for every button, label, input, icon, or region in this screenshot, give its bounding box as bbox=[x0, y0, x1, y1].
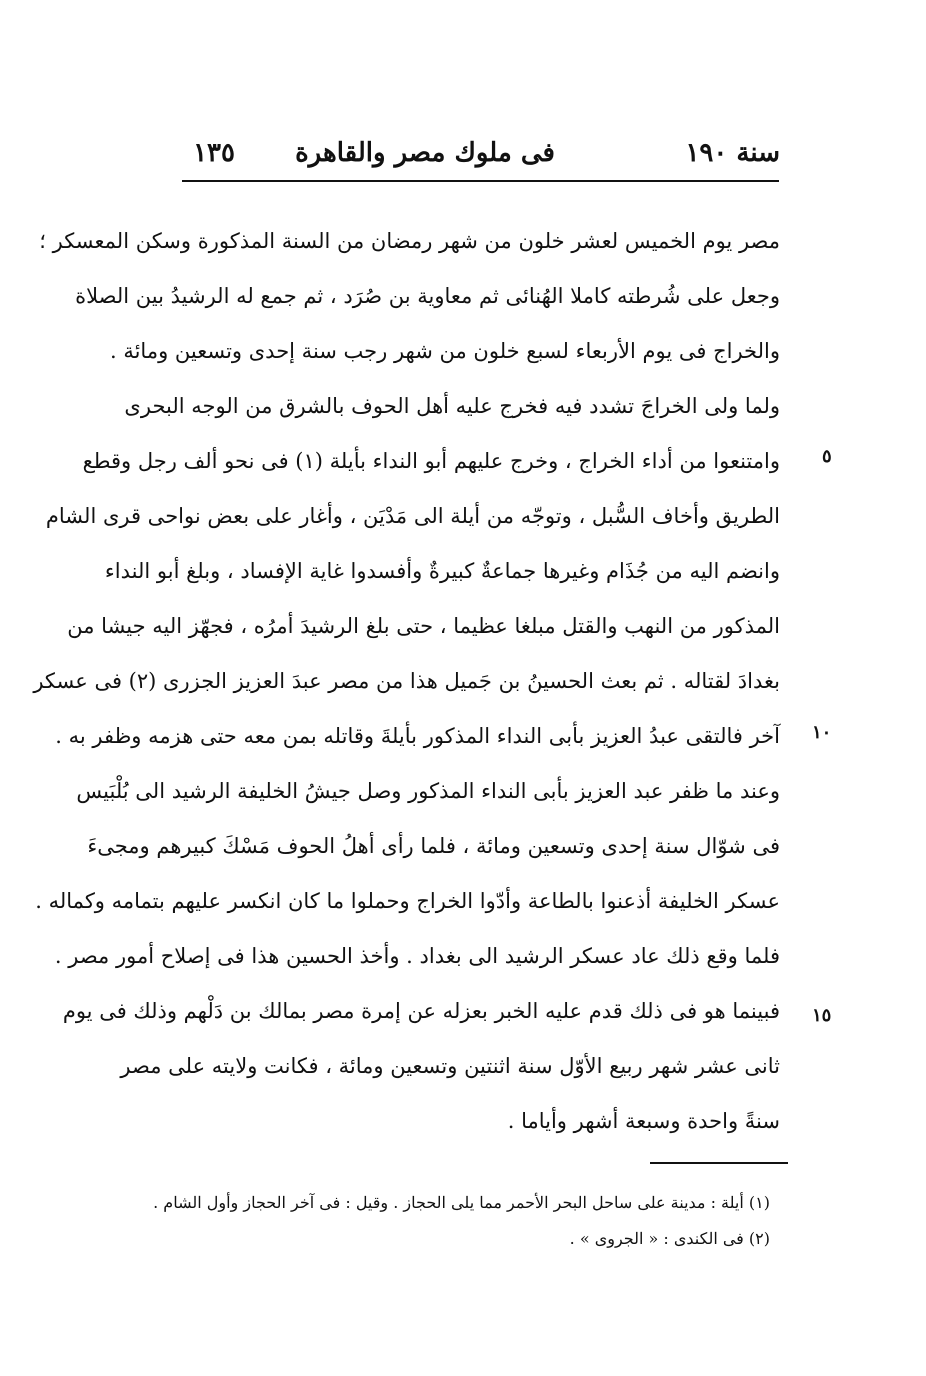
footnote: (١) أيلة : مدينة على ساحل البحر الأحمر مما يلى الحجاز . وقيل : فى آخر الحجاز وأول الشام . bbox=[153, 1193, 770, 1212]
header-title: فى ملوك مصر والقاهرة bbox=[295, 138, 555, 168]
text-line: المذكور من النهب والقتل مبلغا عظيما ، حتى بلغ الرشيدَ أمرُه ، فجهّز اليه جيشا من bbox=[67, 614, 780, 638]
footnote-rule bbox=[650, 1162, 788, 1164]
header-rule bbox=[182, 180, 779, 182]
running-header bbox=[180, 138, 780, 180]
page-number: ١٣٥ bbox=[193, 138, 235, 168]
margin-line-number: ٥ bbox=[822, 446, 832, 467]
main-text bbox=[33, 214, 780, 1149]
margin-line-number: ١٠ bbox=[812, 722, 832, 743]
text-line: وانضم اليه من جُذَام وغيرها جماعةٌ كبيرةٌ وأفسدوا غاية الإفساد ، وبلغ أبو النداء bbox=[104, 559, 780, 583]
text-line: عسكر الخليفة أذعنوا بالطاعة وأدّوا الخراج وحملوا ما كان انكسر عليهم بتمامه وكماله . bbox=[35, 889, 780, 913]
text-line: ولما ولى الخراجَ تشدد فيه فخرج عليه أهل الحوف بالشرق من الوجه البحرى bbox=[124, 394, 780, 418]
text-line: فلما وقع ذلك عاد عسكر الرشيد الى بغداد . وأخذ الحسين هذا فى إصلاح أمور مصر . bbox=[54, 944, 780, 968]
text-line: سنةً واحدة وسبعة أشهر وأياما . bbox=[507, 1109, 780, 1133]
text-line: والخراج فى يوم الأربعاء لسبع خلون من شهر رجب سنة إحدى وتسعين ومائة . bbox=[109, 339, 780, 363]
text-line: وامتنعوا من أداء الخراج ، وخرج عليهم أبو النداء بأيلة (١) فى نحو ألف رجل وقطع bbox=[82, 449, 780, 473]
text-line: آخر فالتقى عبدُ العزيز بأبى النداء المذكور بأيلةَ وقاتله بمن معه حتى هزمه وظفر به . bbox=[55, 724, 780, 748]
text-line: مصر يوم الخميس لعشر خلون من شهر رمضان من السنة المذكورة وسكن المعسكر ؛ bbox=[39, 229, 780, 253]
text-line: بغدادَ لقتاله . ثم بعث الحسينُ بن جَميل هذا من مصر عبدَ العزيز الجزرى (٢) فى عسكر bbox=[33, 669, 780, 693]
margin-line-number: ١٥ bbox=[812, 1005, 832, 1026]
footnote: (٢) فى الكندى : « الجروى » . bbox=[569, 1229, 770, 1248]
footnotes bbox=[153, 1185, 770, 1257]
text-line: وجعل على شُرطته كاملا الهُنائى ثم معاوية بن صُرَد ، ثم جمع له الرشيدُ بين الصلاة bbox=[75, 284, 780, 308]
text-line: فى شوّال سنة إحدى وتسعين ومائة ، فلما رأى أهلُ الحوف مَسْكَ كبيرهم ومجىءَ bbox=[87, 834, 780, 858]
text-line: الطريق وأخاف السُّبل ، وتوجّه من أيلة الى مَدْيَن ، وأغار على بعض نواحى قرى الشام bbox=[45, 504, 780, 528]
text-line: وعند ما ظفر عبد العزيز بأبى النداء المذكور وصل جيشُ الخليفة الرشيد الى بُلْبَيس bbox=[76, 779, 780, 803]
text-line: ثانى عشر شهر ربيع الأوّل سنة اثنتين وتسعين ومائة ، فكانت ولايته على مصر bbox=[120, 1054, 780, 1078]
text-line: فبينما هو فى ذلك قدم عليه الخبر بعزله عن إمرة مصر بمالك بن دَلْهم وذلك فى يوم bbox=[62, 999, 780, 1023]
header-year: سنة ١٩٠ bbox=[685, 138, 780, 168]
